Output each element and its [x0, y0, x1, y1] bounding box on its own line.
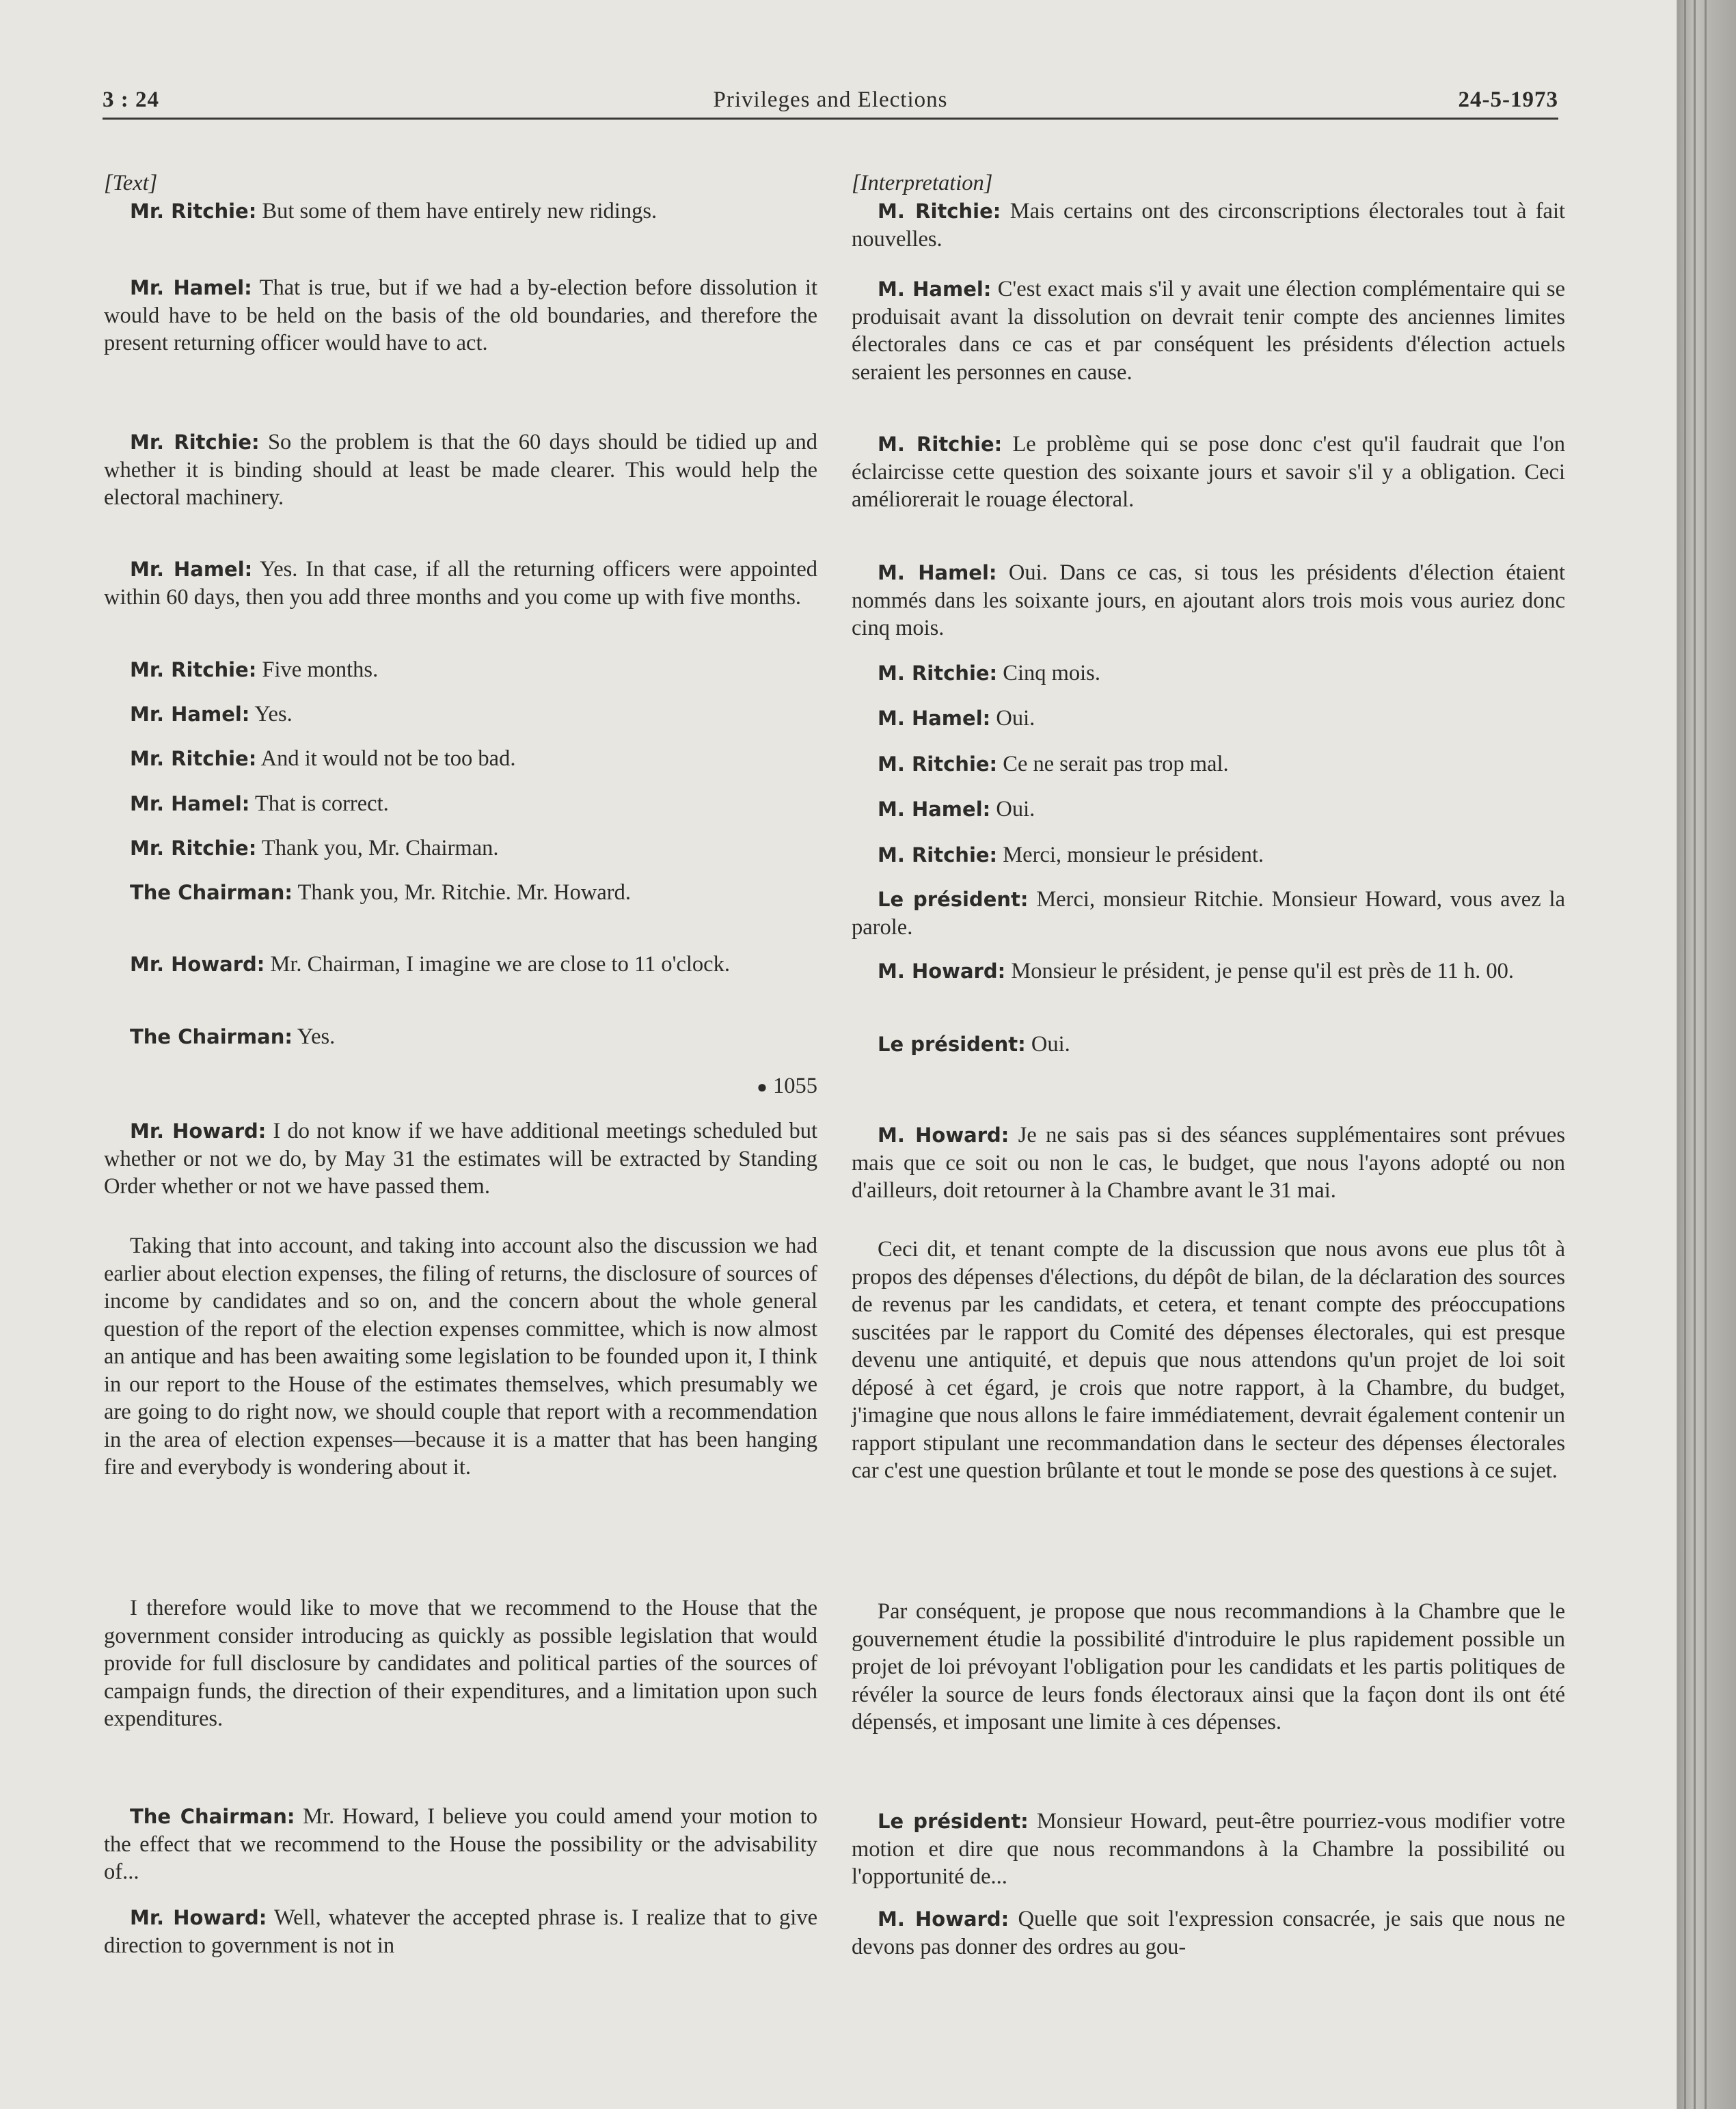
speaker-name: Mr. Hamel:: [130, 276, 252, 299]
speech-text: Monsieur le président, je pense qu'il est près de 11 h. 00.: [1011, 959, 1515, 983]
speech-text: But some of them have entirely new ridings.: [262, 199, 657, 223]
speech-paragraph: [852, 795, 1565, 824]
speech-paragraph: Ceci dit, et tenant compte de la discussion que nous avons eue plus tôt à propos des dépenses d'élections, du dépôt de bilan, de la déclaration des sources de revenus par les candidats, et cetera, et tenant compte des préoccupations suscitées par le rapport du Comité des dépenses électorales, qui est presque devenu une antiquité, et depuis que nous attendons qu'un projet de loi soit déposé à cet égard, je crois que notre rapport, à la Chambre, du budget, j'imagine que nous allons le faire immédiatement, devrait également contenir un rapport stipulant une recommandation dans le secteur des dépenses électorales car c'est une question brûlante et tout le monde se pose des questions à ce sujet.: [852, 1237, 1565, 1483]
speaker-name: M. Howard:: [878, 960, 1006, 983]
speaker-name: M. Ritchie:: [878, 433, 1003, 456]
speaker-name: Le président:: [878, 1033, 1026, 1056]
speech-paragraph: [852, 559, 1565, 642]
speech-text: Yes.: [254, 702, 293, 726]
speech-text: Mr. Howard, I believe you could amend your motion to the effect that we recommend to the House the possibility or the advisability of...: [104, 1804, 817, 1884]
speech-text: Je ne sais pas si des séances supplémentaires sont prévues mais que ce soit ou non le cas, le budget, que nous l'ayons adopté ou non d'ailleurs, doit retourner à la Chambre avant le 31 mai.: [852, 1123, 1565, 1203]
speech-paragraph: [104, 428, 817, 512]
speaker-name: M. Hamel:: [878, 277, 992, 301]
speech-text: Mr. Chairman, I imagine we are close to 11 o'clock.: [270, 952, 730, 977]
speech-text: Yes.: [297, 1024, 336, 1049]
speech-text: I do not know if we have additional meetings scheduled but whether or not we do, by May 31 the estimates will be extracted by Standing Order whether or not we have passed them.: [104, 1119, 817, 1199]
speech-text: So the problem is that the 60 days should be tidied up and whether it is binding should at least be made clearer. This would help the electoral machinery.: [104, 430, 817, 510]
speech-paragraph: Taking that into account, and taking into account also the discussion we had earlier about election expenses, the filing of returns, the disclosure of sources of income by candidates and so on, and the concern about the whole general question of the report of the election expenses committee, which is now almost an antique and has been awaiting some legislation to be founded upon it, I think in our report to the House of the estimates themselves, which presumably we are going to do right now, we should couple that report with a recommendation in the area of election expenses—because it is a matter that has been hanging fire and everybody is wondering about it.: [104, 1234, 817, 1480]
time-marker-value: 1055: [773, 1074, 817, 1098]
speech-paragraph: Par conséquent, je propose que nous recommandions à la Chambre que le gouvernement étudie la possibilité d'introduire le plus rapidement possible un projet de loi prévoyant l'obligation pour les candidats et les partis politiques de révéler la source de leurs fonds électoraux ainsi que la façon dont ils ont été dépensés, et imposant une limite à ces dépenses.: [852, 1599, 1565, 1734]
speaker-name: Le président:: [878, 888, 1029, 911]
speech-text: Five months.: [262, 657, 379, 682]
header-date: 24-5-1973: [1458, 87, 1558, 112]
speech-text: Monsieur Howard, peut-être pourriez-vous modifier votre motion et dire que nous recommandons à la Chambre la possibilité ou l'opportunité de...: [852, 1809, 1565, 1889]
speaker-name: Mr. Ritchie:: [130, 747, 257, 770]
edge-line: [1705, 0, 1707, 2109]
speaker-name: M. Ritchie:: [878, 662, 998, 685]
speaker-name: Mr. Howard:: [130, 1906, 267, 1929]
speech-paragraph: [852, 1121, 1565, 1205]
edge-line: [1684, 0, 1686, 2109]
page-number: 3 : 24: [103, 87, 159, 112]
time-marker: [104, 1072, 817, 1102]
speech-text: Quelle que soit l'expression consacrée, je sais que nous ne devons pas donner des ordres au gou-: [852, 1907, 1565, 1959]
speaker-name: M. Howard:: [878, 1124, 1009, 1147]
speech-paragraph: [852, 886, 1565, 941]
speech-text: Oui.: [1031, 1032, 1070, 1057]
speaker-name: Mr. Ritchie:: [130, 431, 260, 454]
speech-text: Merci, monsieur Ritchie. Monsieur Howard, vous avez la parole.: [852, 887, 1565, 940]
speech-text: Thank you, Mr. Chairman.: [261, 836, 499, 860]
speaker-name: M. Howard:: [878, 1907, 1009, 1931]
speech-paragraph: [852, 1031, 1565, 1059]
speech-paragraph: [104, 656, 817, 684]
speech-paragraph: [104, 274, 817, 357]
speaker-name: Mr. Hamel:: [130, 703, 250, 726]
speech-text: Merci, monsieur le président.: [1003, 843, 1264, 867]
speech-text: Thank you, Mr. Ritchie. Mr. Howard.: [297, 880, 631, 905]
speaker-name: M. Hamel:: [878, 798, 991, 821]
speech-paragraph: [104, 790, 817, 818]
speech-text: Mais certains ont des circonscriptions électorales tout à fait nouvelles.: [852, 199, 1566, 251]
speech-paragraph: [852, 275, 1565, 386]
speech-paragraph: [852, 957, 1565, 985]
speech-paragraph: [104, 834, 817, 862]
speech-paragraph: [852, 1905, 1565, 1961]
speaker-name: Mr. Ritchie:: [130, 836, 257, 860]
speaker-name: The Chairman:: [130, 1025, 293, 1048]
speech-text: Yes. In that case, if all the returning officers were appointed within 60 days, then you add three months and you come up with five months.: [104, 557, 818, 610]
speaker-name: M. Ritchie:: [878, 843, 998, 867]
speech-paragraph: [852, 750, 1565, 778]
speech-text: Oui.: [996, 797, 1035, 821]
speaker-name: The Chairman:: [130, 881, 293, 904]
speech-paragraph: [852, 431, 1565, 514]
speech-paragraph: [852, 198, 1565, 253]
speech-text: Oui.: [996, 706, 1035, 731]
speaker-name: M. Ritchie:: [878, 752, 998, 776]
speech-text: And it would not be too bad.: [260, 746, 516, 771]
speech-text: That is true, but if we had a by-election before dissolution it would have to be held on the basis of the old boundaries, and therefore the present returning officer would have to act.: [104, 275, 817, 355]
speech-paragraph: [852, 841, 1565, 869]
speech-paragraph: [104, 1117, 817, 1201]
speaker-name: Le président:: [878, 1810, 1029, 1833]
speech-paragraph: [104, 951, 817, 979]
speaker-name: M. Hamel:: [878, 561, 997, 584]
speaker-name: Mr. Howard:: [130, 953, 265, 976]
speech-paragraph: [852, 659, 1565, 688]
speaker-name: Mr. Hamel:: [130, 558, 253, 581]
page-header: [103, 81, 1558, 120]
speaker-name: Mr. Howard:: [130, 1119, 267, 1143]
speaker-name: The Chairman:: [130, 1805, 295, 1828]
speech-text: Ce ne serait pas trop mal.: [1003, 752, 1229, 776]
speech-text: That is correct.: [254, 791, 389, 816]
page-stack-edge: [1677, 0, 1736, 2109]
speech-paragraph: [104, 198, 817, 226]
speech-paragraph: [104, 700, 817, 729]
speech-paragraph: [852, 705, 1565, 733]
speaker-name: Mr. Ritchie:: [130, 658, 257, 681]
running-title: Privileges and Elections: [713, 87, 948, 112]
speech-text: Le problème qui se pose donc c'est qu'il faudrait que l'on éclaircisse cette question des soixante jours et savoir s'il y a obligation. Ceci améliorerait le rouage électoral.: [852, 432, 1565, 512]
speaker-name: M. Hamel:: [878, 707, 991, 730]
bullet-icon: ●: [757, 1077, 768, 1097]
speech-paragraph: [104, 1023, 817, 1051]
speech-paragraph: [104, 1803, 817, 1886]
speech-text: Cinq mois.: [1003, 661, 1100, 685]
edge-line: [1694, 0, 1696, 2109]
speaker-name: M. Ritchie:: [878, 200, 1001, 223]
speech-paragraph: [852, 1808, 1565, 1891]
speech-text: Well, whatever the accepted phrase is. I realize that to give direction to government is not in: [104, 1905, 818, 1958]
speech-paragraph: I therefore would like to move that we recommend to the House that the government consider introducing as quickly as possible legislation that would provide for full disclosure by candidates and political parties of the sources of campaign funds, the direction of their expenditures, and a limitation upon such expenditures.: [104, 1596, 817, 1731]
speech-text: C'est exact mais s'il y avait une élection complémentaire qui se produisait avant la dissolution on devrait tenir compte des anciennes limites électorales dans ce cas et par conséquent les présidents d'élection actuels seraient les personnes en cause.: [852, 277, 1566, 385]
speech-paragraph: [104, 745, 817, 773]
section-label: [Text]: [104, 171, 158, 195]
speech-paragraph: [104, 556, 817, 611]
speech-paragraph: [104, 879, 817, 907]
speech-text: Oui. Dans ce cas, si tous les présidents d'élection étaient nommés dans les soixante jours, en ajoutant alors trois mois vous auriez donc cinq mois.: [852, 560, 1565, 640]
header-rule: [103, 118, 1558, 120]
speech-paragraph: [104, 1904, 817, 1959]
speaker-name: Mr. Ritchie:: [130, 200, 257, 223]
speaker-name: Mr. Hamel:: [130, 792, 250, 815]
section-label: [Interpretation]: [852, 171, 993, 195]
